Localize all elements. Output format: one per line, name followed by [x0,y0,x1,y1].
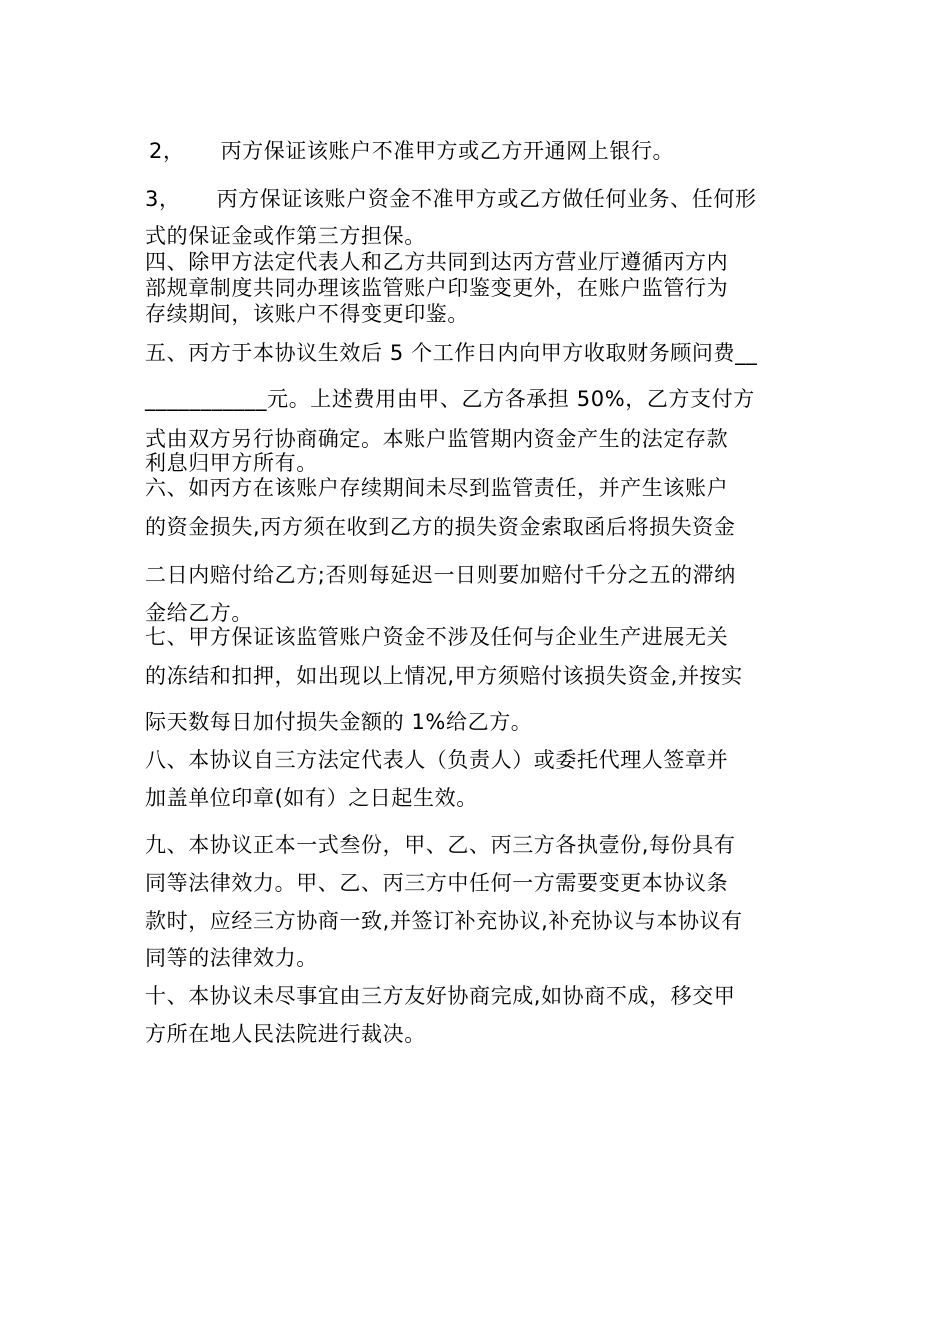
text-line: 四、除甲方法定代表人和乙方共同到达丙方营业厅遵循丙方内 [145,250,729,274]
text-line: 际天数每日加付损失金额的 1%给乙方。 [145,710,533,734]
text-line: 存续期间，该账户不得变更印鉴。 [145,302,469,326]
text-line: 五、丙方于本协议生效后 5 个工作日内向甲方收取财务顾问费__ [145,341,758,365]
text-line: 部规章制度共同办理该监管账户印鉴变更外，在账户监管行为 [145,276,729,300]
text-line: 加盖单位印章(如有）之日起生效。 [145,786,478,810]
text-line: 款时，应经三方协商一致,并签订补充协议,补充协议与本协议有 [145,909,743,933]
text-line: 金给乙方。 [145,601,253,625]
text-line: 六、如丙方在该账户存续期间未尽到监管责任，并产生该账户 [145,476,729,500]
clause-text: 丙方保证该账户不准甲方或乙方开通网上银行。 [220,139,675,163]
clause-number: 2， [149,139,185,163]
text-line: 式的保证金或作第三方担保。 [145,224,426,248]
text-line: 十、本协议未尽事宜由三方友好协商完成,如协商不成，移交甲 [145,984,736,1008]
text-line: 二日内赔付给乙方;否则每延迟一日则要加赔付千分之五的滞纳 [145,563,736,587]
text-line: 式由双方另行协商确定。本账户监管期内资金产生的法定存款 [145,427,729,451]
clause-number: 3， [145,187,181,211]
text-line: 同等的法律效力。 [145,946,318,970]
text-line: 九、本协议正本一式叁份，甲、乙、丙三方各执壹份,每份具有 [145,833,736,857]
text-line: 八、本协议自三方法定代表人（负责人）或委托代理人签章并 [145,748,729,772]
text-line: 利息归甲方所有。 [145,451,318,475]
text-line: 同等法律效力。甲、乙、丙三方中任何一方需要变更本协议条 [145,871,729,895]
text-line: 的资金损失,丙方须在收到乙方的损失资金索取函后将损失资金 [145,515,736,539]
clause-line [149,138,674,164]
text-line: 七、甲方保证该监管账户资金不涉及任何与企业生产进展无关 [145,625,729,649]
text-line: 方所在地人民法院进行裁决。 [145,1022,426,1046]
text-line: ___________元。上述费用由甲、乙方各承担 50%，乙方支付方 [145,387,755,411]
text-line: 的冻结和扣押，如出现以上情况,甲方须赔付该损失资金,并按实 [145,664,743,688]
clause-text: 丙方保证该账户资金不准甲方或乙方做任何业务、任何形 [216,187,757,211]
clause-line [145,186,757,212]
